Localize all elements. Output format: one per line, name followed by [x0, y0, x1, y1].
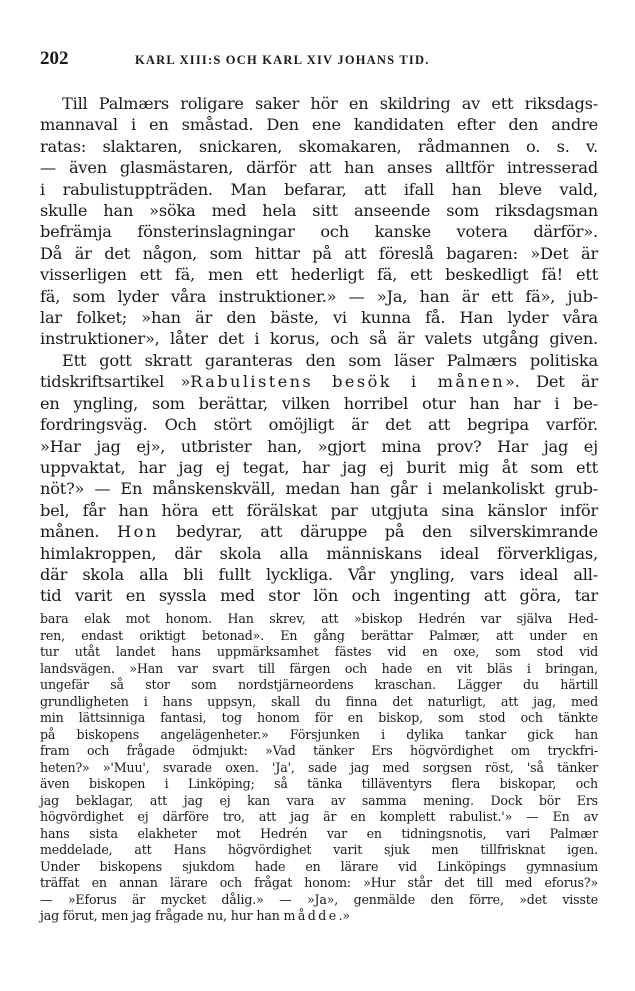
footnote-line: fram och frågade ödmjukt: »Vad tänker Ers högvördighet om tryckfri-	[40, 743, 598, 758]
text-line: nöt?» — En månskenskväll, medan han går i melankoliskt grub-	[40, 479, 598, 499]
text-line: — även glasmästaren, därför att han anses alltför intresserad	[40, 158, 598, 178]
text-line: Då är det någon, som hittar på att föreslå bagaren: »Det är	[40, 243, 598, 263]
text-line: lar folket; »han är den bäste, vi kunna få. Han lyder våra	[40, 308, 598, 328]
footnote-line	[40, 908, 598, 925]
text-line: befrämja fönsterinslagningar och kanske votera därför».	[40, 222, 598, 242]
footnote-line: på biskopens angelägenheter.» Försjunken i dylika tankar gick han	[40, 726, 598, 742]
text-line: Ett gott skratt garanteras den som läser Palmærs politiska	[62, 350, 598, 370]
text-line: där skola alla bli fullt lyckliga. Vår yngling, vars ideal all-	[40, 564, 598, 584]
footnote-line: grundligheten i hans uppsyn, skall du finna det naturligt, att jag, med	[40, 693, 598, 709]
text-line: tid varit en syssla med stor lön och ingenting att göra, tar	[40, 586, 598, 606]
text-fragment: bedyrar, att däruppe på den silverskimrande	[158, 522, 599, 542]
text-line: »Har jag ej», utbrister han, »gjort mina prov? Har jag ej	[40, 436, 598, 456]
footnote-line: min lättsinniga fantasi, tog honom för en biskop, som stod och tänkte	[40, 710, 598, 725]
text-line: skulle han »söka med hela sitt anseende som riksdagsman	[40, 201, 598, 221]
text-line: en yngling, som berättar, vilken horribel otur han har i be-	[40, 393, 598, 413]
main-text	[40, 93, 598, 607]
text-line	[40, 371, 598, 392]
text-fragment: .»	[338, 908, 350, 923]
footnote-line: även biskopen i Linköping; så tänka tilläventyrs flera biskopar, och	[40, 776, 598, 791]
article-title: Rabulistens besök i månen	[190, 372, 506, 392]
text-line: fordringsväg. Och stört omöjligt är det att begripa varför.	[40, 415, 598, 435]
text-line	[40, 521, 598, 542]
text-fragment: ». Det är	[505, 372, 598, 392]
footnote-line: meddelade, att Hans högvördighet varit sjuk men tillfrisknat igen.	[40, 842, 598, 857]
text-line: visserligen ett fä, men ett hederligt fä, ett beskedligt fä! ett	[40, 265, 598, 285]
footnote-line: heten?» »'Muu', svarade oxen. 'Ja', sade jag med sorgsen röst, 'så tänker	[40, 759, 598, 775]
text-line: Till Palmærs roligare saker hör en skildring av ett riksdags-	[62, 94, 598, 113]
footnote-line: jag beklagar, att jag ej kan vara av samma mening. Dock bör Ers	[40, 792, 598, 808]
footnote-line: landsvägen. »Han var svart till färgen och hade en vit bläs i bringan,	[40, 660, 598, 676]
footnote-line: bara elak mot honom. Han skrev, att »biskop Hedrén var själva Hed-	[40, 611, 598, 626]
text-line: instruktioner», låter det i korus, och så är valets utgång given.	[40, 329, 598, 349]
footnote-line: Under biskopens sjukdom hade en lärare vid Linköpings gymnasium	[40, 858, 598, 874]
text-line: fä, som lyder våra instruktioner.» — »Ja, han är ett fä», jub-	[40, 286, 598, 306]
footnote-line: — »Eforus är mycket dålig.» — »Ja», genmälde den förre, »det visste	[40, 891, 598, 907]
text-line: himlakroppen, där skola alla människans ideal förverkligas,	[40, 543, 598, 563]
footnote-text	[40, 611, 598, 925]
footnote-line: hans sista elakheter mot Hedrén var en tidningsnotis, vari Palmær	[40, 825, 598, 841]
text-line: ratas: slaktaren, snickaren, skomakaren, rådmannen o. s. v.	[40, 136, 598, 156]
text-line: bel, får han höra ett förälskat par utgjuta sina känslor inför	[40, 500, 598, 520]
footnote-line: tur utåt landet hans uppmärksamhet fästes vid en oxe, som stod vid	[40, 644, 598, 659]
text-fragment: jag förut, men jag frågade nu, hur han	[40, 908, 284, 923]
text-line: mannaval i en småstad. Den ene kandidaten efter den andre	[40, 115, 598, 135]
text-line: i rabulistuppträden. Man befarar, att ifall han bleve vald,	[40, 179, 598, 199]
emphasized-word: mådde	[283, 908, 339, 923]
text-line: uppvaktat, har jag ej tegat, har jag ej burit mig åt som ett	[40, 457, 598, 477]
emphasized-word: Hon	[117, 522, 159, 542]
footnote-line: ren, endast oriktigt betonad». En gång berättar Palmær, att under en	[40, 627, 598, 643]
footnote-line: högvördighet ej därföre tro, att jag är en komplett rabulist.'» — En av	[40, 809, 598, 824]
text-fragment: månen.	[40, 522, 118, 542]
footnote-line: träffat en annan lärare och frågat honom: »Hur står det till med eforus?»	[40, 875, 598, 890]
text-fragment: tidskriftsartikel »	[40, 372, 191, 392]
page-number: 202	[40, 48, 69, 69]
page-header	[40, 48, 600, 78]
running-head: KARL XIII:S OCH KARL XIV JOHANS TID.	[135, 53, 430, 67]
footnote-line: ungefär så stor som nordstjärneordens kraschan. Lägger du härtill	[40, 677, 598, 692]
